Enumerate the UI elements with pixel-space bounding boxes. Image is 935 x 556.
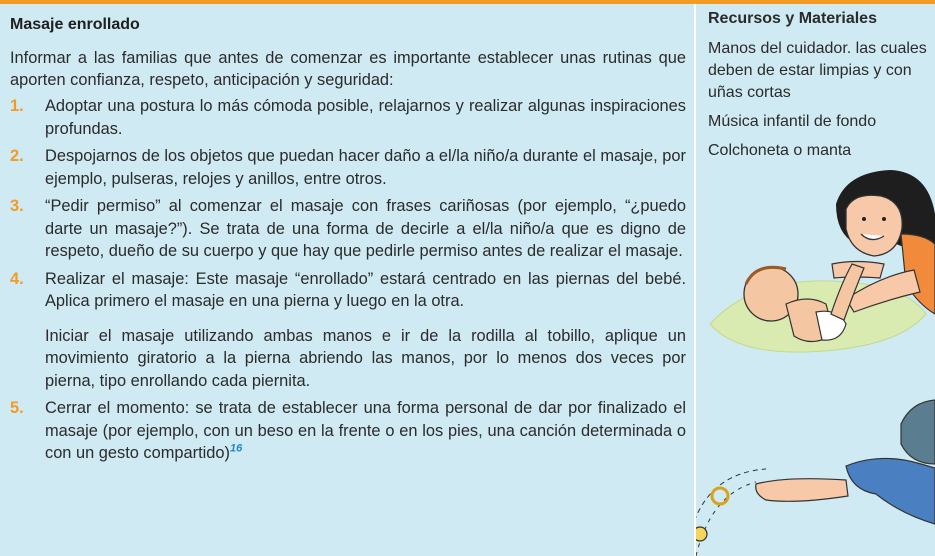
watch-icon xyxy=(696,527,707,541)
intro-paragraph: Informar a las familias que antes de comenzar es importante establecer unas rutinas que aporten confianza, respeto, anticipación y seguridad: xyxy=(10,49,686,89)
footnote-ref[interactable]: 16 xyxy=(229,442,243,455)
resource-item: Música infantil de fondo xyxy=(708,113,877,130)
step-item xyxy=(10,95,686,140)
massage-illustration xyxy=(696,164,935,556)
step-text: Despojarnos de los objetos que puedan hacer daño a el/la niño/a durante el masaje, por ejemplo, pulseras, relojes y anillos, entre otros. xyxy=(45,147,686,188)
resources-title: Recursos y Materiales xyxy=(708,10,877,27)
step-text-continued: Iniciar el masaje utilizando ambas manos e ir de la rodilla al tobillo, aplique un movimiento giratorio a la pierna abriendo las manos, por lo menos dos veces por pierna, tipo enrollando cada piernita. xyxy=(45,326,686,390)
step-text: Cerrar el momento: se trata de establecer una forma personal de dar por finalizado el masaje (por ejemplo, con un beso en la frente o en los pies, una canción determinada o con un gesto compartido) xyxy=(45,399,686,462)
mother-face xyxy=(846,195,902,256)
step-text: “Pedir permiso” al comenzar el masaje con frases cariñosas (por ejemplo, “¿puedo darte un masaje?”). Se trata de una forma de decirle a el/la niño/a que es digno de respeto, dueño de su cuerpo y que hay que pedirle permiso antes de realizar el masaje. xyxy=(45,197,686,260)
ring-icon xyxy=(712,488,728,504)
activity-title: Masaje enrollado xyxy=(10,16,140,33)
step-number: 5. xyxy=(10,399,24,417)
step-number: 2. xyxy=(10,147,24,165)
resource-item: Manos del cuidador. las cuales deben de estar limpias y con uñas cortas xyxy=(708,40,927,101)
step-number: 3. xyxy=(10,197,24,215)
caregiver-hand xyxy=(756,479,848,502)
resource-item: Colchoneta o manta xyxy=(708,142,852,159)
step-number: 1. xyxy=(10,97,24,115)
activity-panel xyxy=(0,4,694,556)
resources-sidebar xyxy=(696,4,935,556)
step-text: Adoptar una postura lo más cómoda posible, relajarnos y realizar algunas inspiraciones profundas. xyxy=(45,97,686,138)
caregiver-sleeve xyxy=(846,458,935,524)
step-item xyxy=(10,268,686,393)
step-number: 4. xyxy=(10,269,24,288)
caregiver-hair xyxy=(901,400,935,464)
step-text-wrapper xyxy=(45,397,686,465)
step-item xyxy=(10,145,686,190)
step-item xyxy=(10,397,686,465)
step-text: Realizar el masaje: Este masaje “enrollado” estará centrado en las piernas del bebé. Aplica primero el masaje en una pierna y luego en la otra. xyxy=(45,269,686,310)
steps-list xyxy=(10,95,686,470)
step-item xyxy=(10,195,686,263)
resources-list xyxy=(708,38,933,169)
